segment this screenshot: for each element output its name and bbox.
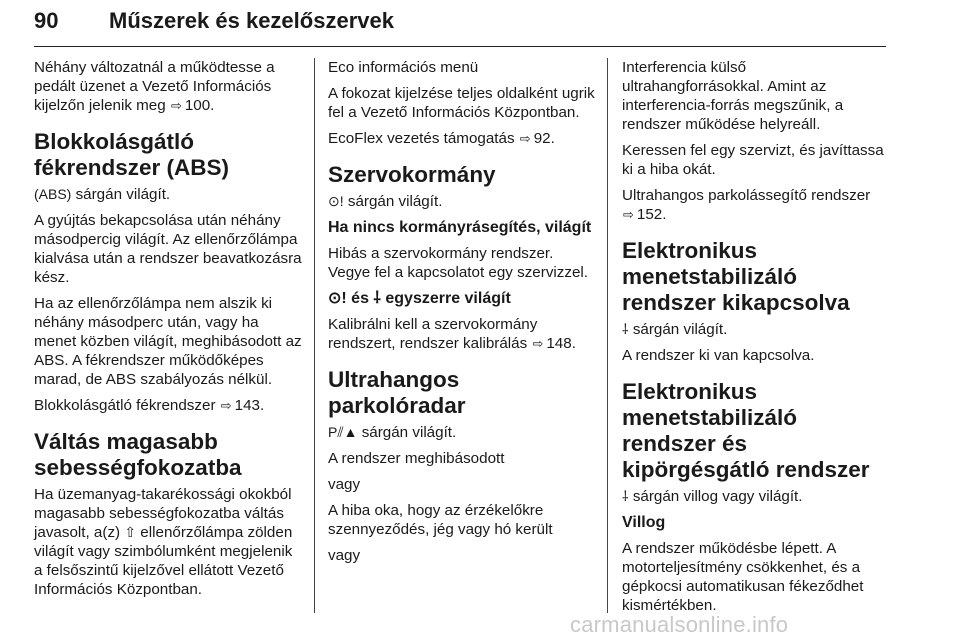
paragraph: A rendszer meghibásodott	[328, 450, 505, 467]
paragraph: Keressen fel egy szervizt, és javíttassa ki a hiba okát.	[622, 142, 884, 178]
section-heading-parking-radar: Ultrahangos parkolóradar	[328, 367, 466, 418]
esc-icon: ⸸	[622, 488, 629, 504]
paragraph: Ultrahangos parkolássegítő rendszer ⇨ 152.	[622, 186, 888, 224]
parking-sensor-icon: P⫽▲	[328, 424, 358, 440]
section-heading-abs: Blokkolásgátló fékrendszer (ABS)	[34, 129, 230, 180]
subheading: Villog	[622, 514, 666, 531]
section-heading-power-steering: Szervokormány	[328, 162, 496, 187]
paragraph: Interferencia külső ultrahangforrásokkal. Amint az interferencia-forrás megszűnik, a rendszer működése helyreáll.	[622, 59, 844, 133]
paragraph: P⫽▲ sárgán világít.	[328, 424, 457, 441]
column-divider	[607, 58, 608, 613]
paragraph: EcoFlex vezetés támogatás ⇨ 92.	[328, 129, 596, 148]
paragraph: ⸸ sárgán világít.	[622, 321, 728, 338]
paragraph: Ha üzemanyag-takarékossági okokból magasabb sebességfokozatba váltás javasolt, a(z) ⇧ ellenőrzőlámpa zölden világít vagy szimbólumként megjelenik a felsőszintű kijelzővel ellátott Vezető Információs Központban.	[34, 486, 293, 598]
paragraph: A hiba oka, hogy az érzékelőkre szennyeződés, jég vagy hó került	[328, 502, 553, 538]
upshift-icon: ⇧	[124, 524, 137, 540]
section-heading-upshift: Váltás magasabb sebességfokozatba	[34, 429, 242, 480]
page-number: 90	[34, 8, 59, 33]
subheading: ⊙! és ⸸ egyszerre világít	[328, 290, 511, 307]
steering-warning-icon: ⊙!	[328, 193, 344, 209]
paragraph: Kalibrálni kell a szervokormány rendszert, rendszer kalibrálás ⇨ 148.	[328, 315, 596, 353]
paragraph: ⸸ sárgán villog vagy világít.	[622, 488, 803, 505]
paragraph: A rendszer ki van kapcsolva.	[622, 347, 815, 364]
page-reference-link[interactable]: ⇨ 100.	[170, 97, 214, 114]
subheading: Ha nincs kormányrásegítés, világít	[328, 219, 592, 236]
page-reference-link[interactable]: ⇨ 152.	[622, 206, 666, 223]
page-reference-link[interactable]: ⇨ 92.	[519, 130, 555, 147]
page-title: Műszerek és kezelőszervek	[109, 8, 394, 33]
paragraph: vagy	[328, 476, 361, 493]
page-reference-link[interactable]: ⇨ 143.	[220, 397, 264, 414]
section-heading-esc-traction: Elektronikus menetstabilizáló rendszer és kipörgésgátló rendszer	[622, 379, 870, 482]
paragraph: ⊙! sárgán világít.	[328, 193, 443, 210]
paragraph: A fokozat kijelzése teljes oldalként ugrik fel a Vezető Információs Központban.	[328, 85, 595, 121]
column-1	[34, 58, 304, 606]
paragraph: vagy	[328, 547, 361, 564]
section-heading-esc-off: Elektronikus menetstabilizáló rendszer kikapcsolva	[622, 238, 850, 315]
paragraph: Blokkolásgátló fékrendszer ⇨ 143.	[34, 396, 304, 415]
paragraph: Hibás a szervokormány rendszer. Vegye fel a kapcsolatot egy szervizzel.	[328, 245, 589, 281]
paragraph: A rendszer működésbe lépett. A motorteljesítmény csökkenhet, és a gépkocsi automatikusan fékeződhet kismértékben.	[622, 540, 864, 614]
paragraph: Eco információs menü	[328, 59, 479, 76]
paragraph: Ha az ellenőrzőlámpa nem alszik ki néhány másodperc után, vagy ha menet közben világít, meghibásodott az ABS. A fékrendszer működőképes marad, de ABS szabályozás nélkül.	[34, 295, 302, 388]
column-divider	[314, 58, 315, 613]
column-2	[328, 58, 596, 572]
page-header	[34, 6, 886, 47]
column-3	[622, 58, 888, 622]
abs-warning-icon: (ABS)	[34, 186, 72, 202]
esc-off-icon: ⸸	[622, 321, 629, 337]
paragraph: (ABS) sárgán világít.	[34, 186, 171, 203]
page-reference-link[interactable]: ⇨ 148.	[531, 335, 575, 352]
watermark: carmanualsonline.info	[570, 612, 789, 637]
paragraph: A gyújtás bekapcsolása után néhány másodpercig világít. Az ellenőrzőlámpa kialvása után a rendszer beavatkozásra kész.	[34, 212, 302, 286]
paragraph: Néhány változatnál a működtesse a pedált üzenet a Vezető Információs kijelzőn jelenik meg ⇨ 100.	[34, 58, 304, 115]
